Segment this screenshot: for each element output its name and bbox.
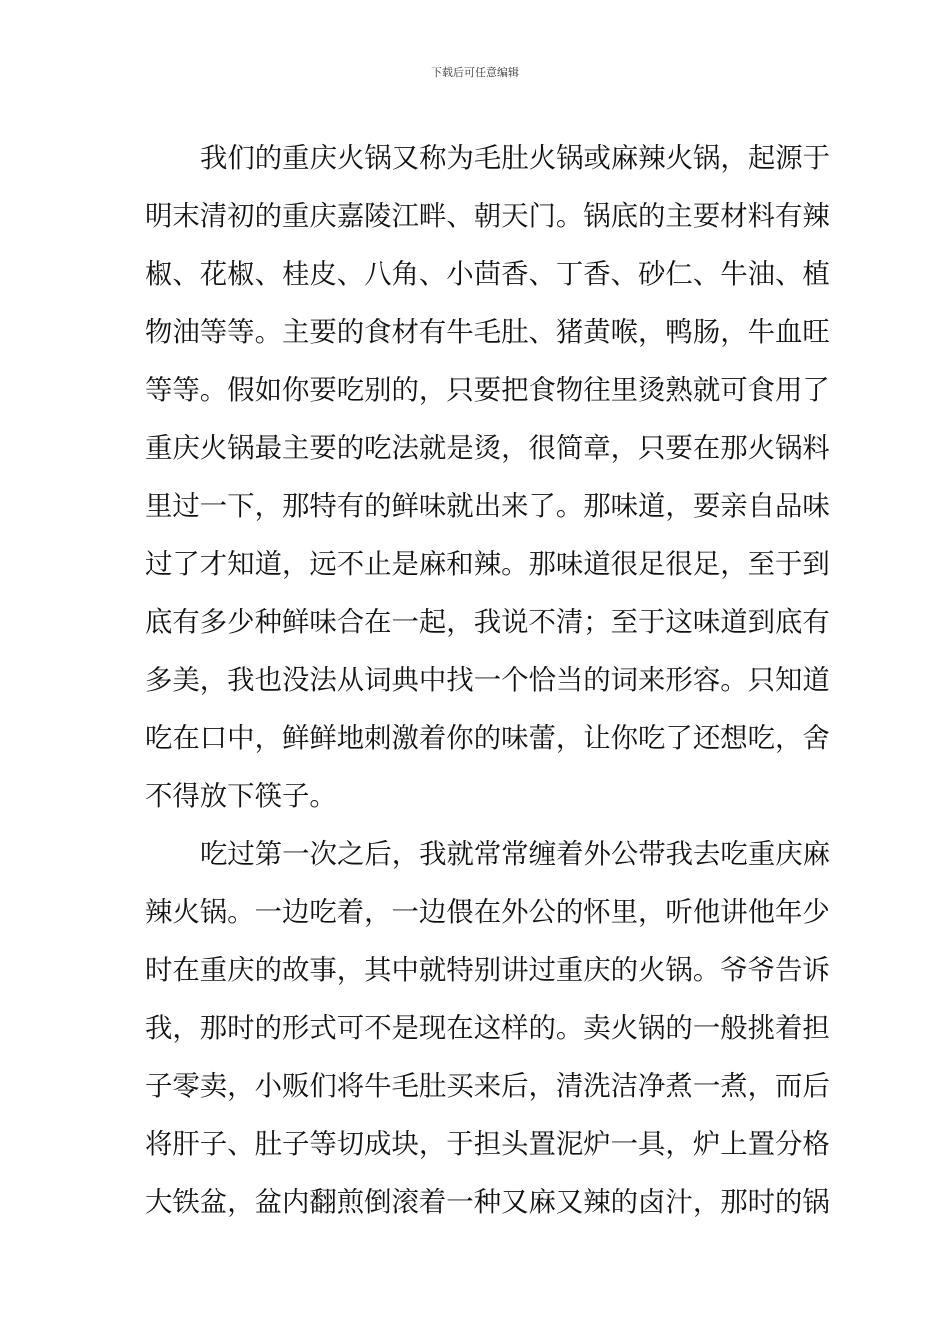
paragraph-line: 吃在口中，鲜鲜地刺激着你的味蕾，让你吃了还想吃，舍 [145,723,830,754]
paragraph-line: 我，那时的形式可不是现在这样的。卖火锅的一般挑着担 [145,1013,830,1044]
paragraph-line: 时在重庆的故事，其中就特别讲过重庆的火锅。爷爷告诉 [145,955,830,986]
paragraph-line: 多美，我也没法从词典中找一个恰当的词来形容。只知道 [145,665,830,696]
paragraph-line: 等等。假如你要吃别的，只要把食物往里烫熟就可食用了 [145,375,830,406]
paragraph-line: 将肝子、肚子等切成块，于担头置泥炉一具，炉上置分格 [145,1129,830,1160]
paragraph-line: 我们的重庆火锅又称为毛肚火锅或麻辣火锅，起源于 [200,143,830,174]
paragraph-line: 辣火锅。一边吃着，一边偎在外公的怀里，听他讲他年少 [145,897,830,928]
page-header: 下载后可任意编辑 [431,66,519,79]
paragraph-line: 物油等等。主要的食材有牛毛肚、猪黄喉，鸭肠，牛血旺 [145,317,830,348]
document-body [145,130,830,1232]
paragraph-line: 重庆火锅最主要的吃法就是烫，很简章，只要在那火锅料 [145,433,830,464]
paragraph-line: 子零卖，小贩们将牛毛肚买来后，清洗洁净煮一煮，而后 [145,1071,830,1102]
paragraph-line: 不得放下筷子。 [145,781,337,812]
paragraph-line: 过了才知道，远不止是麻和辣。那味道很足很足，至于到 [145,549,830,580]
paragraph-line: 底有多少种鲜味合在一起，我说不清；至于这味道到底有 [145,607,830,638]
paragraph-line: 大铁盆，盆内翻煎倒滚着一种又麻又辣的卤汁，那时的锅 [145,1187,830,1218]
paragraph-line: 明末清初的重庆嘉陵江畔、朝天门。锅底的主要材料有辣 [145,201,830,232]
paragraph-line: 椒、花椒、桂皮、八角、小茴香、丁香、砂仁、牛油、植 [145,259,830,290]
paragraph-line: 里过一下，那特有的鲜味就出来了。那味道，要亲自品味 [145,491,830,522]
paragraph-line: 吃过第一次之后，我就常常缠着外公带我去吃重庆麻 [200,839,830,870]
